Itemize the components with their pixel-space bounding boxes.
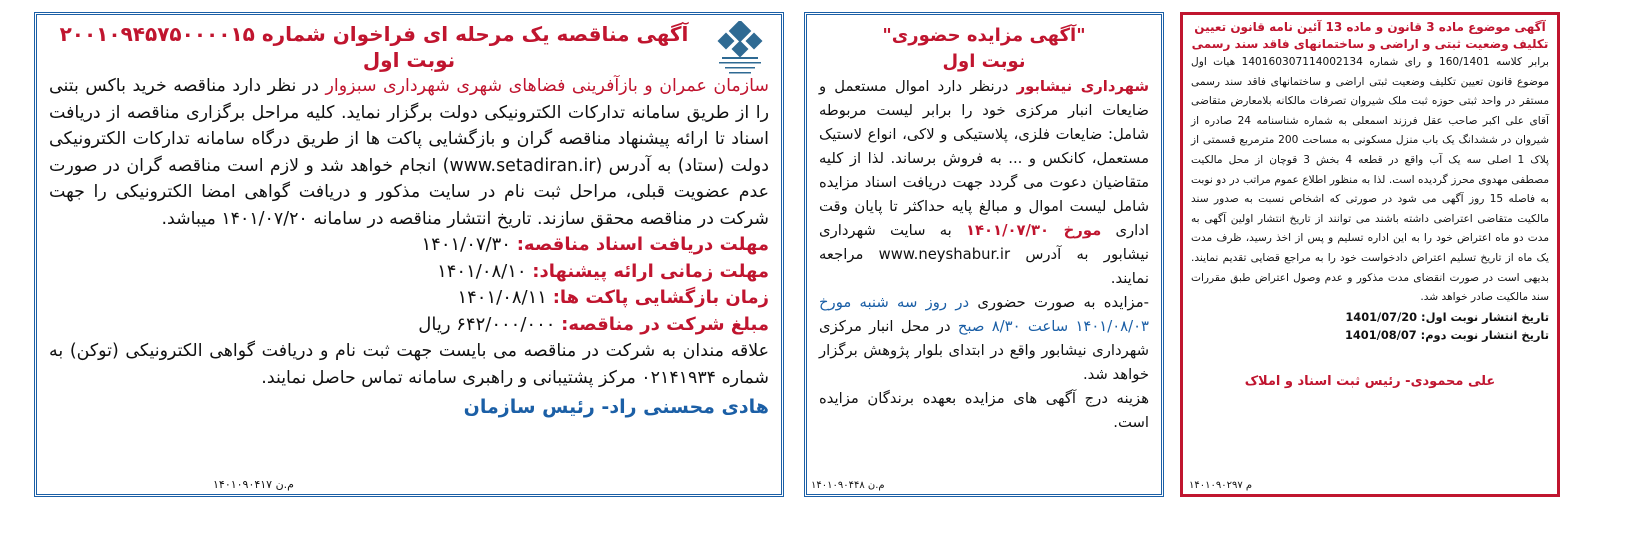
- notice-title: آگهی مناقصه یک مرحله ای فراخوان شماره ۲۰۰۱۰۹۴۵۷۵۰۰۰۰۱۵: [59, 22, 689, 46]
- offer-deadline-value: ۱۴۰۱/۰۸/۱۰: [437, 260, 533, 282]
- second-publish-date: تاریخ انتشار نوبت دوم: 1401/08/07: [1344, 327, 1549, 342]
- notice-body: برابر کلاسه 160/1401 و رای شماره 140160307114002134 هیات اول موضوع قانون تعیین تکلیف وضعیت ثبتی اراضی و ساختمانهای فاقد سند رسمی مستقر در واحد ثبتی حوزه ثبت ملک شیروان تصرفات مالکانه بلامعارض متقاضی آقای علی اکبر صاحب عقل فرزند اسمعلی به شماره شناسنامه 24 صادره از شیروان در ششدانگ یک باب منزل مسکونی به مساحت 200 مترمربع قسمتی از پلاک 1 اصلی سه یک آب واقع در قطعه 4 بخش 3 قوچان از محل مالکیت مصطفی مهدوی محرز گردیده است. لذا به منظور اطلاع عموم مراتب در دو نوبت به فاصله 15 روز آگهی می شود در صورتی که اشخاص نسبت به صدور سند مالکیت متقاضی اعتراضی داشته باشند می توانند از تاریخ انتشار اولین آگهی به مدت دو ماه اعتراض خود را به این اداره تسلیم و پس از اخذ رسید، ظرف مدت یک ماه از تاریخ تسلیم اعتراض دادخواست خود را به مراجع قضایی تقدیم نمایند. بدیهی است در صورت انقضای مدت مذکور و عدم وصول اعتراض طبق مقررات سند مالکیت صادر خواهد شد.: [1191, 56, 1550, 304]
- opening-row: [49, 285, 769, 312]
- signature: هادی محسنی راد- رئیس سازمان: [463, 396, 769, 418]
- tender-notice-sabzevar: [34, 12, 784, 497]
- notice-body-text-2: به سایت شهرداری نیشابور به آدرس www.neyshabur.ir مراجعه نمایند.: [819, 222, 1149, 287]
- opening-label: زمان بازگشایی پاکت ها:: [552, 287, 769, 308]
- auction-details: [819, 291, 1149, 387]
- notice-body: [49, 73, 769, 232]
- guarantee-value: ۶۴۲/۰۰۰/۰۰۰ ریال: [418, 313, 562, 335]
- guarantee-row: [49, 312, 769, 339]
- docs-deadline-value: ۱۴۰۱/۰۷/۳۰: [421, 234, 517, 255]
- notice-code: ۱۴۰۱۰۹۰۲۹۷ م: [1189, 480, 1253, 491]
- registry-notice: [1180, 12, 1560, 497]
- opening-value: ۱۴۰۱/۰۸/۱۱: [457, 287, 553, 308]
- notice-footer-text: علاقه مندان به شرکت در مناقصه می بایست جهت ثبت نام و دریافت گواهی الکترونیکی (توکن) به شماره ۰۲۱۴۱۹۳۴ مرکز پشتیبانی و راهبری سامانه تماس حاصل نمایند.: [49, 341, 769, 388]
- notice-code: ۱۴۰۱۰۹۰۴۴۸ م.ن: [811, 480, 885, 491]
- docs-deadline-row: [49, 232, 769, 259]
- notice-body: [819, 75, 1149, 291]
- notice-title: آگهی موضوع ماده 3 قانون و ماده 13 آئین نامه قانون تعیین تکلیف وضعیت ثبتی و اراضی و ساختمانهای فاقد سند رسمی: [1191, 20, 1549, 51]
- organization-logo-icon: [707, 21, 773, 81]
- auction-notice-neyshabur: [804, 12, 1164, 497]
- first-publish-date: تاریخ انتشار نوبت اول: 1401/07/20: [1345, 309, 1549, 324]
- auction-cost-note: هزینه درج آگهی های مزایده بعهده برندگان مزایده است.: [819, 390, 1149, 431]
- deadline-date: مورخ ۱۴۰۱/۰۷/۳۰: [965, 222, 1102, 239]
- offer-deadline-label: مهلت زمانی ارائه پیشنهاد:: [532, 260, 769, 282]
- guarantee-label: مبلغ شرکت در مناقصه:: [561, 313, 769, 335]
- offer-deadline-row: [49, 259, 769, 286]
- signature: علی محمودی- رئیس ثبت اسناد و املاک: [1244, 373, 1496, 389]
- auction-time: در روز سه شنبه مورخ ۱۴۰۱/۰۸/۰۳ ساعت ۸/۳۰ صبح: [819, 294, 1149, 335]
- auction-text-1: -مزایده به صورت حضوری: [969, 294, 1149, 311]
- notice-title: "آگهی مزایده حضوری": [882, 25, 1086, 46]
- notice-body-text: در نظر دارد مناقصه خرید باکس بتنی را از طریق سامانه تدارکات الکترونیکی دولت برگزار نماید. کلیه مراحل برگزاری مناقصه از دریافت اسناد تا ارائه پیشنهاد مناقصه گران و بازگشایی پاکت ها از طریق درگاه سامانه تدارکات الکترونیکی دولت (ستاد) به آدرس (www.setadiran.ir) انجام خواهد شد و لازم است مناقصه گران در صورت عدم عضویت قبلی، مراحل ثبت نام در سایت مذکور و دریافت گواهی امضا الکترونیکی را جهت شرکت در مناقصه محقق سازند. تاریخ انتشار مناقصه در سامانه ۱۴۰۱/۰۷/۲۰ میباشد.: [49, 76, 770, 229]
- notice-round: نوبت اول: [942, 51, 1026, 72]
- notice-body-text-1: درنظر دارد اموال مستعمل و ضایعات انبار مرکزی خود را برابر لیست مربوطه شامل: ضایعات فلزی، پلاستیکی و لاکی، انواع لاستیک مستعمل، کانکس و ... به فروش برساند. لذا از کلیه متقاضیان دعوت می گردد جهت دریافت اسناد مزایده شامل لیست اموال و مبالغ پایه حداکثر تا پایان وقت اداری: [819, 78, 1149, 239]
- notice-round: نوبت اول: [362, 48, 456, 72]
- docs-deadline-label: مهلت دریافت اسناد مناقصه:: [516, 234, 769, 255]
- auction-text-2: در محل انبار مرکزی شهرداری نیشابور واقع در ابتدای بلوار پژوهش برگزار خواهد شد.: [819, 318, 1149, 383]
- organization-name: شهرداری نیشابور: [1016, 78, 1149, 95]
- organization-name: سازمان عمران و بازآفرینی فضاهای شهری شهرداری سبزوار: [325, 76, 769, 96]
- notice-code: ۱۴۰۱۰۹۰۴۱۷ م.ن: [213, 478, 294, 491]
